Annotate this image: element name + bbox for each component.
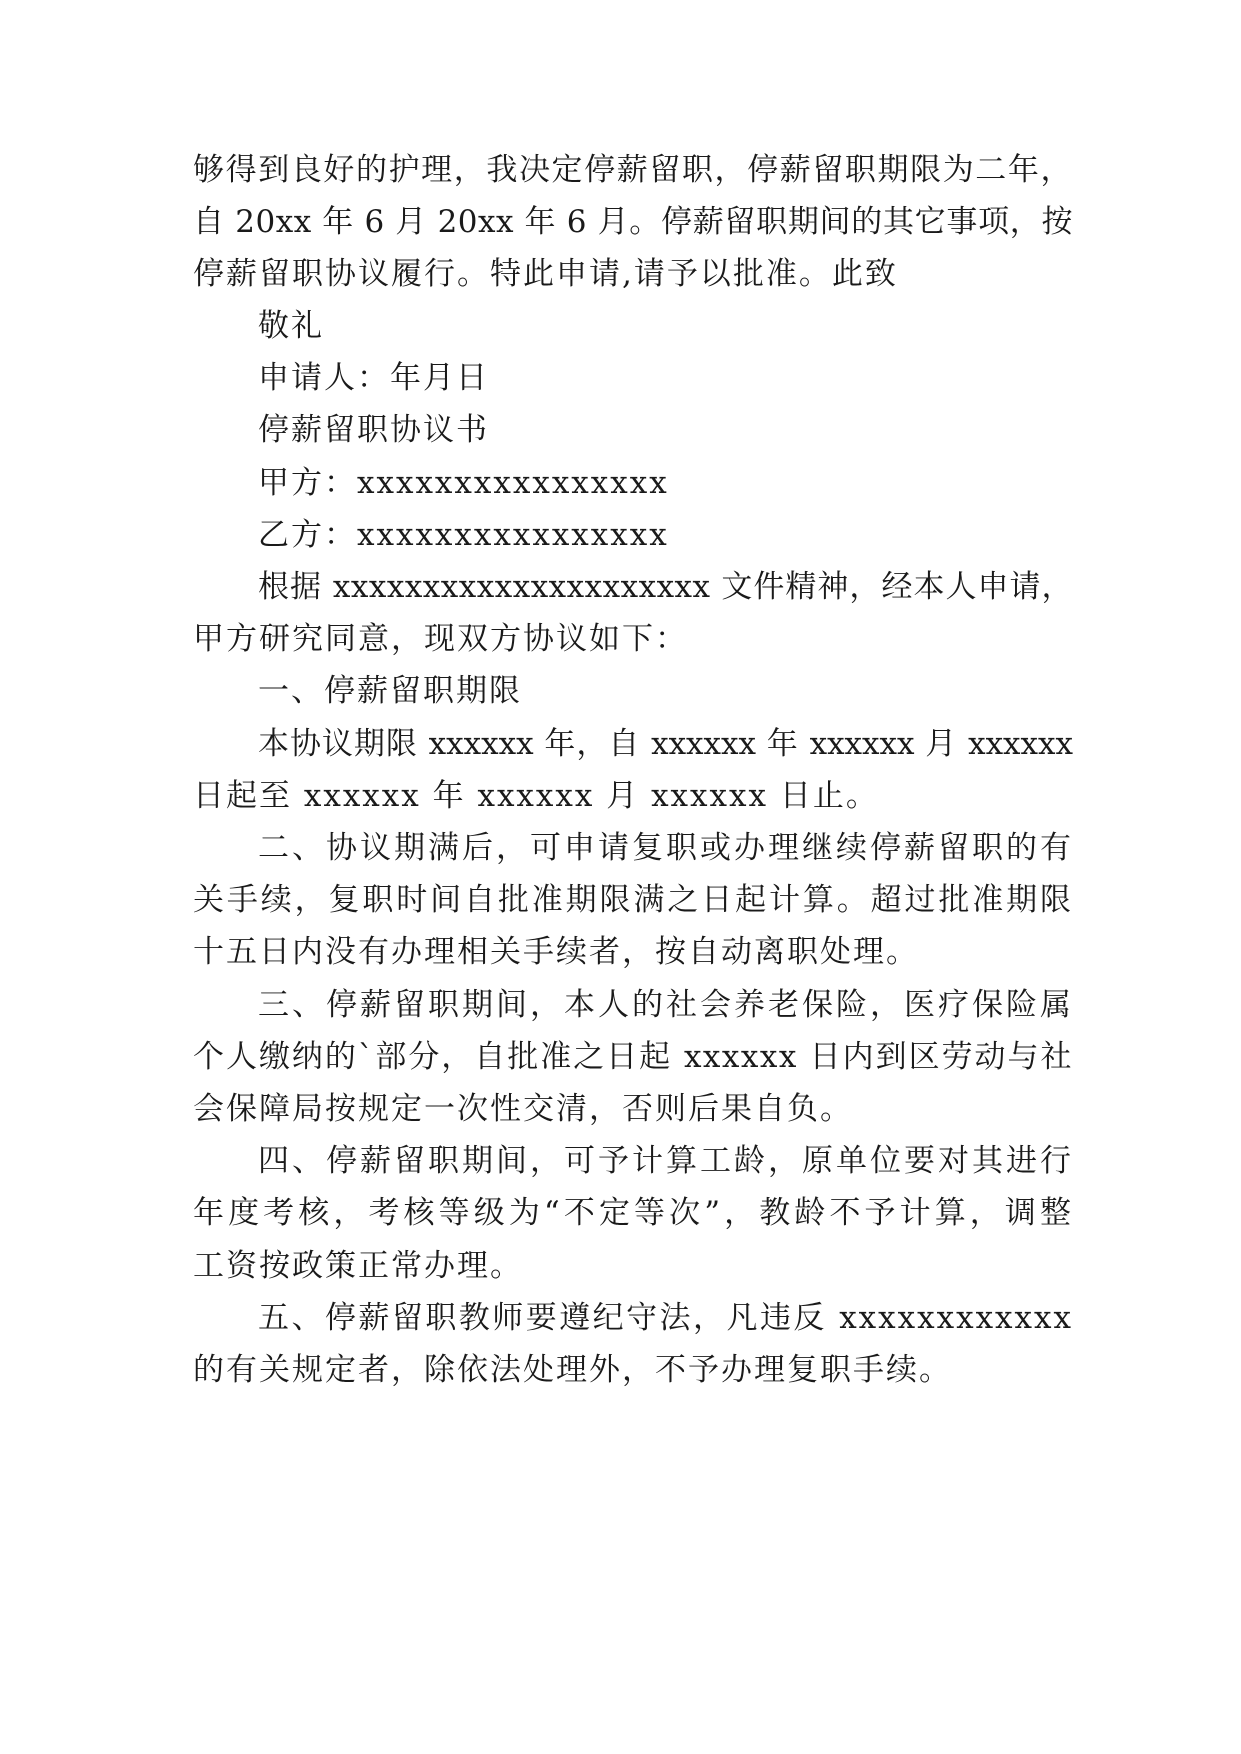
- text-line: 本协议期限 xxxxxx 年，自 xxxxxx 年 xxxxxx 月 xxxxxx: [258, 726, 1073, 762]
- text-line: 会保障局按规定一次性交清，否则后果自负。: [193, 1091, 853, 1127]
- text-line: 工资按政策正常办理。: [193, 1248, 523, 1284]
- text-line: 个人缴纳的`部分，自批准之日起 xxxxxx 日内到区劳动与社: [193, 1039, 1073, 1075]
- text-line: 自 20xx 年 6 月 20xx 年 6 月。停薪留职期间的其它事项，按: [193, 204, 1073, 240]
- closing-salutation: 敬礼: [258, 308, 324, 344]
- text-line: 的有关规定者，除依法处理外，不予办理复职手续。: [193, 1352, 952, 1388]
- party-a-line: 甲方：xxxxxxxxxxxxxxxx: [258, 465, 669, 501]
- agreement-title: 停薪留职协议书: [258, 412, 489, 448]
- text-line: 年度考核，考核等级为“不定等次”，教龄不予计算，调整: [193, 1195, 1073, 1231]
- text-line: 日起至 xxxxxx 年 xxxxxx 月 xxxxxx 日止。: [193, 778, 879, 814]
- text-line: 根据 xxxxxxxxxxxxxxxxxxxxx 文件精神，经本人申请，: [258, 569, 1073, 605]
- text-line: 二、协议期满后，可申请复职或办理继续停薪留职的有: [258, 830, 1073, 866]
- text-line: 三、停薪留职期间，本人的社会养老保险，医疗保险属: [258, 987, 1073, 1023]
- text-line: 十五日内没有办理相关手续者，按自动离职处理。: [193, 934, 919, 970]
- text-line: 停薪留职协议履行。特此申请,请予以批准。此致: [193, 256, 898, 292]
- section-heading: 一、停薪留职期限: [258, 673, 522, 709]
- text-line: 四、停薪留职期间，可予计算工龄，原单位要对其进行: [258, 1143, 1073, 1179]
- party-b-line: 乙方：xxxxxxxxxxxxxxxx: [258, 517, 669, 553]
- text-line: 关手续，复职时间自批准期限满之日起计算。超过批准期限: [193, 882, 1073, 918]
- text-line: 甲方研究同意，现双方协议如下：: [193, 621, 688, 657]
- text-line: 够得到良好的护理，我决定停薪留职，停薪留职期限为二年，: [193, 152, 1073, 188]
- text-line: 五、停薪留职教师要遵纪守法，凡违反 xxxxxxxxxxxx: [258, 1300, 1073, 1336]
- applicant-signature-line: 申请人：年月日: [258, 360, 489, 396]
